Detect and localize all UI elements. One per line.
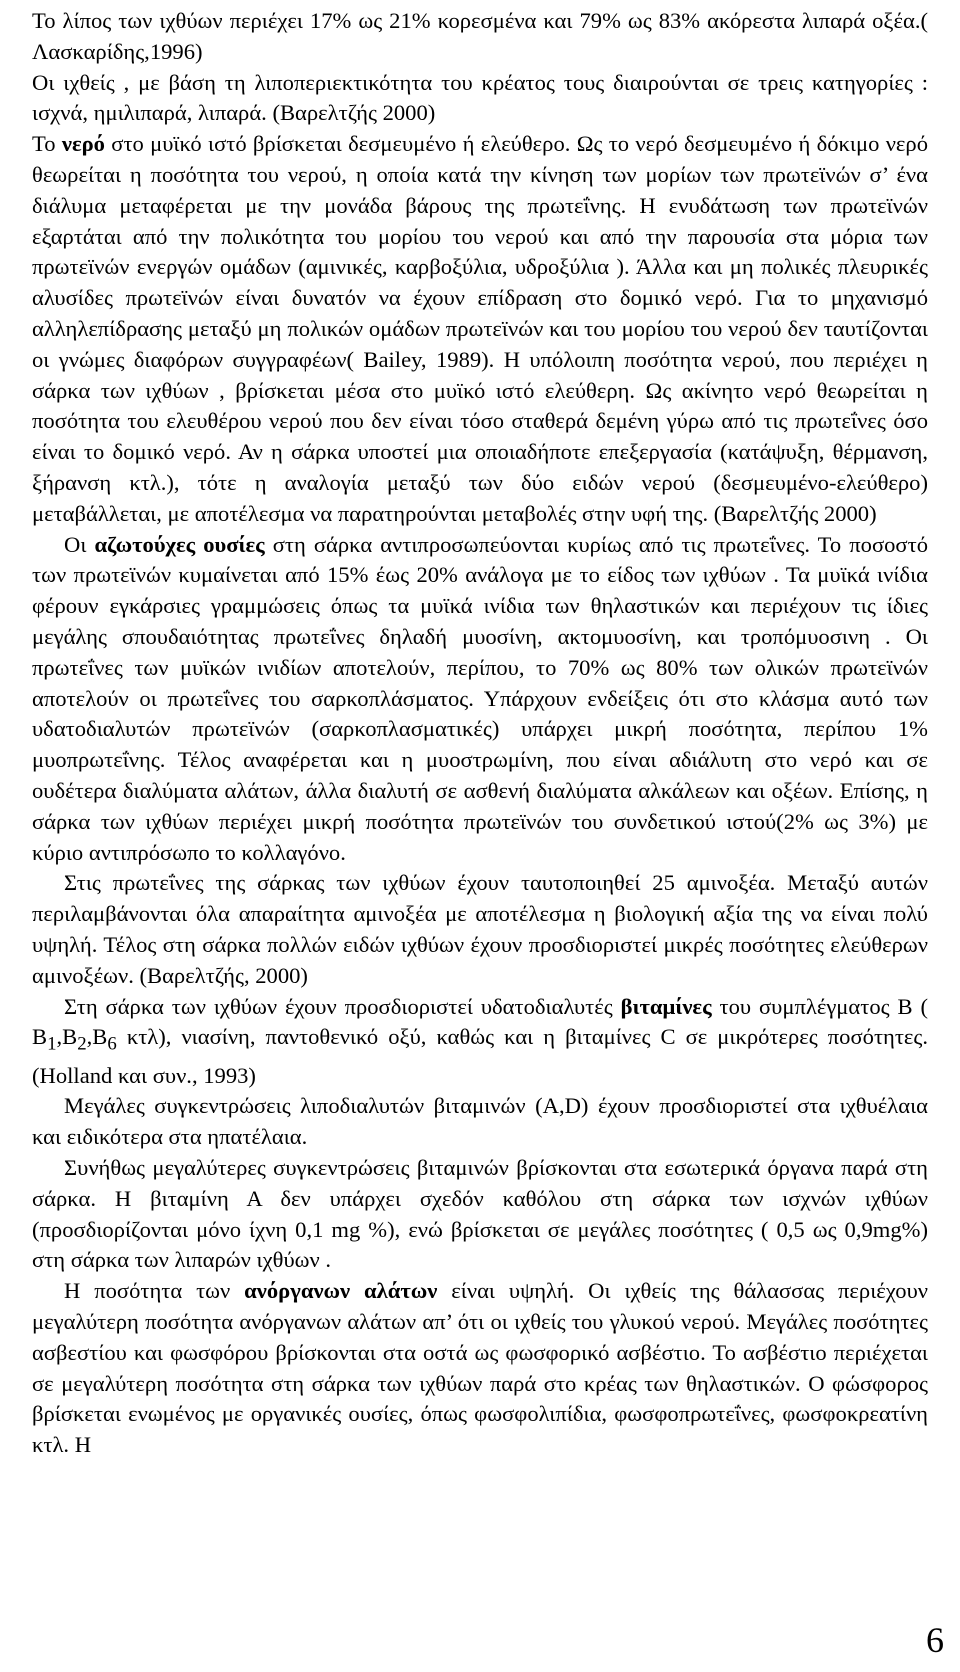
text-run: στο μυϊκό ιστό βρίσκεται δεσμευμένο ή ελεύθερο. Ως το νερό δεσμευμένο ή δόκιμο νερό θεωρείται η ποσότητα του νερού, η οποία κατά την κίνηση των μορίων των πρωτεϊνών σ’ ένα διάλυμα μεταφέρεται με την μονάδα βάρους της πρωτεΐνης. Η ενυδάτωση των πρωτεϊνών εξαρτάται από την πολικότητα του μορίου του νερού και από την παρουσία στα μόρια των πρωτεϊνών ενεργών ομάδων (αμινικές, καρβοξύλια, υδροξύλια ). Άλλα και μη πολικές πλευρικές αλυσίδες πρωτεϊνών είναι δυνατόν να έχουν επίδραση στο δομικό νερό. Για το μηχανισμό αλληλεπίδρασης μεταξύ μη πολικών ομάδων πρωτεϊνών και του μορίου του νερού δεν ταυτίζονται οι γνώμες διαφόρων συγγραφέων( Bailey, 1989). Η υπόλοιπη ποσότητα νερού, που περιέχει η σάρκα των ιχθύων , βρίσκεται μέσα στο μυϊκό ιστό ελεύθερη. Ως ακίνητο νερό θεωρείται η ποσότητα του ελευθέρου νερού που δεν είναι τόσο σταθερά δεμένη γύρω από τις πρωτεΐνες όσο είναι το δομικό νερό. Αν η σάρκα υποστεί μια οποιαδήποτε επεξεργασία (κατάψυξη, θέρμανση, ξήρανση κτλ.), τότε η αναλογία μεταξύ των δύο ειδών νερού (δεσμευμένο-ελεύθερο) μεταβάλλεται, με αποτέλεσμα να παρατηρούνται μεταβολές στην υφή της. (Βαρελτζής 2000) <box>32 131 928 526</box>
text-run: κτλ), νιασίνη, παντοθενικό οξύ, καθώς και η βιταμίνες C σε μικρότερες ποσότητες.(Holland και συν., 1993) <box>32 1024 928 1088</box>
paragraph-p9 <box>32 1276 928 1461</box>
paragraph-p8 <box>32 1153 928 1276</box>
bold-term: ανόργανων αλάτων <box>244 1278 438 1304</box>
text-run: Στις πρωτεΐνες της σάρκας των ιχθύων έχουν ταυτοποιηθεί 25 αμινοξέα. Μεταξύ αυτών περιλαμβάνονται όλα απαραίτητα αμινοξέα με αποτέλεσμα η βιολογική αξία της να είναι πολύ υψηλή. Τέλος στη σάρκα πολλών ειδών ιχθύων έχουν προσδιοριστεί μικρές ποσότητες ελεύθερων αμινοξέων. (Βαρελτζής, 2000) <box>32 870 928 988</box>
paragraph-p4 <box>32 530 928 869</box>
text-run: Το λίπος των ιχθύων περιέχει 17% ως 21% κορεσμένα και 79% ως 83% ακόρεστα λιπαρά οξέα.( Λασκαρίδης,1996) <box>32 8 928 64</box>
text-run: είναι υψηλή. Οι ιχθείς της θάλασσας περιέχουν μεγαλύτερη ποσότητα ανόργανων αλάτων απ’ ότι οι ιχθείς του γλυκού νερού. Μεγάλες ποσότητες ασβεστίου και φωσφόρου βρίσκονται στα οστά ως φωσφορικό ασβέστιο. Το ασβέστιο περιέχεται σε μεγαλύτερη ποσότητα στη σάρκα των ιχθύων παρά στο κρέας των θηλαστικών. Ο φώσφορος βρίσκεται ενωμένος με οργανικές ουσίες, όπως φωσφολιπίδια, φωσφοπρωτεΐνες, φωσφοκρεατίνη κτλ. Η <box>32 1278 928 1458</box>
text-run: Συνήθως μεγαλύτερες συγκεντρώσεις βιταμινών βρίσκονται στα εσωτερικά όργανα παρά στη σάρκα. Η βιταμίνη Α δεν υπάρχει σχεδόν καθόλου στη σάρκα των ισχνών ιχθύων (προσδιορίζονται μόνο ίχνη 0,1 mg %), ενώ βρίσκεται σε μεγάλες ποσότητες ( 0,5 ως 0,9mg%) στη σάρκα των λιπαρών ιχθύων . <box>32 1155 928 1273</box>
document-body <box>32 6 928 1461</box>
text-run: Η ποσότητα των <box>64 1278 245 1304</box>
paragraph-p7 <box>32 1091 928 1153</box>
text-run: Οι <box>64 531 95 557</box>
text-run: Μεγάλες συγκεντρώσεις λιποδιαλυτών βιταμινών (A,D) έχουν προσδιοριστεί στα ιχθυέλαια και ειδικότερα στα ηπατέλαια. <box>32 1093 928 1150</box>
subscript: 1 <box>47 1033 57 1055</box>
paragraph-p2 <box>32 68 928 130</box>
text-run: στη σάρκα αντιπροσωπεύονται κυρίως από τις πρωτεΐνες. Το ποσοστό των πρωτεϊνών κυμαίνεται από 15% έως 20% ανάλογα με το είδος των ιχθύων . Τα μυϊκά ινίδια φέρουν εγκάρσιες γραμμώσεις όπως τα μυϊκά ινίδια των θηλαστικών και περιέχουν τις ίδιες μεγάλης σπουδαιότητας πρωτεΐνες δηλαδή μυοσίνη, ακτομυοσίνη, και τροπόμυοσινη . Οι πρωτεΐνες των μυϊκών ινιδίων αποτελούν, περίπου, το 70% ως 80% των ολικών πρωτεϊνών αποτελούν οι πρωτεΐνες του σαρκοπλάσματος. Υπάρχουν ενδείξεις ότι στο κλάσμα αυτό των υδατοδιαλυτών πρωτεϊνών (σαρκοπλασματικές) υπάρχει μικρή ποσότητα, περίπου 1% μυοπρωτεΐνης. Τέλος αναφέρεται και η μυοστρωμίνη, που είναι αδιάλυτη στο νερό και σε ουδέτερα διαλύματα αλάτων, άλλα διαλυτή σε ασθενή διαλύματα αλκάλεων και οξέων. Επίσης, η σάρκα των ιχθύων περιέχει μικρή ποσότητα πρωτεϊνών του συνδετικού ιστού(2% ως 3%) με κύριο αντιπρόσωπο το κολλαγόνο. <box>32 531 928 865</box>
subscript: 2 <box>77 1033 87 1055</box>
text-run: του συμπλέγματος Β ( Β <box>32 993 928 1050</box>
subscript: 6 <box>107 1033 117 1055</box>
text-run: ,Β <box>86 1024 108 1050</box>
page-number: 6 <box>926 1620 944 1660</box>
paragraph-p5 <box>32 868 928 991</box>
text-run: Στη σάρκα των ιχθύων έχουν προσδιοριστεί υδατοδιαλυτές <box>64 993 621 1019</box>
bold-term: νερό <box>61 131 105 157</box>
text-run: ,Β <box>56 1024 78 1050</box>
text-run: Οι ιχθείς , με βάση τη λιποπεριεκτικότητα του κρέατος τους διαιρούνται σε τρεις κατηγορίες : ισχνά, ημιλιπαρά, λιπαρά. (Βαρελτζής 2000) <box>32 69 928 126</box>
text-run: Το <box>32 131 62 157</box>
bold-term: βιταμίνες <box>620 993 712 1019</box>
paragraph-p3 <box>32 129 928 529</box>
paragraph-p1 <box>32 6 928 68</box>
bold-term: αζωτούχες ουσίες <box>94 531 265 557</box>
paragraph-p6 <box>32 992 928 1092</box>
